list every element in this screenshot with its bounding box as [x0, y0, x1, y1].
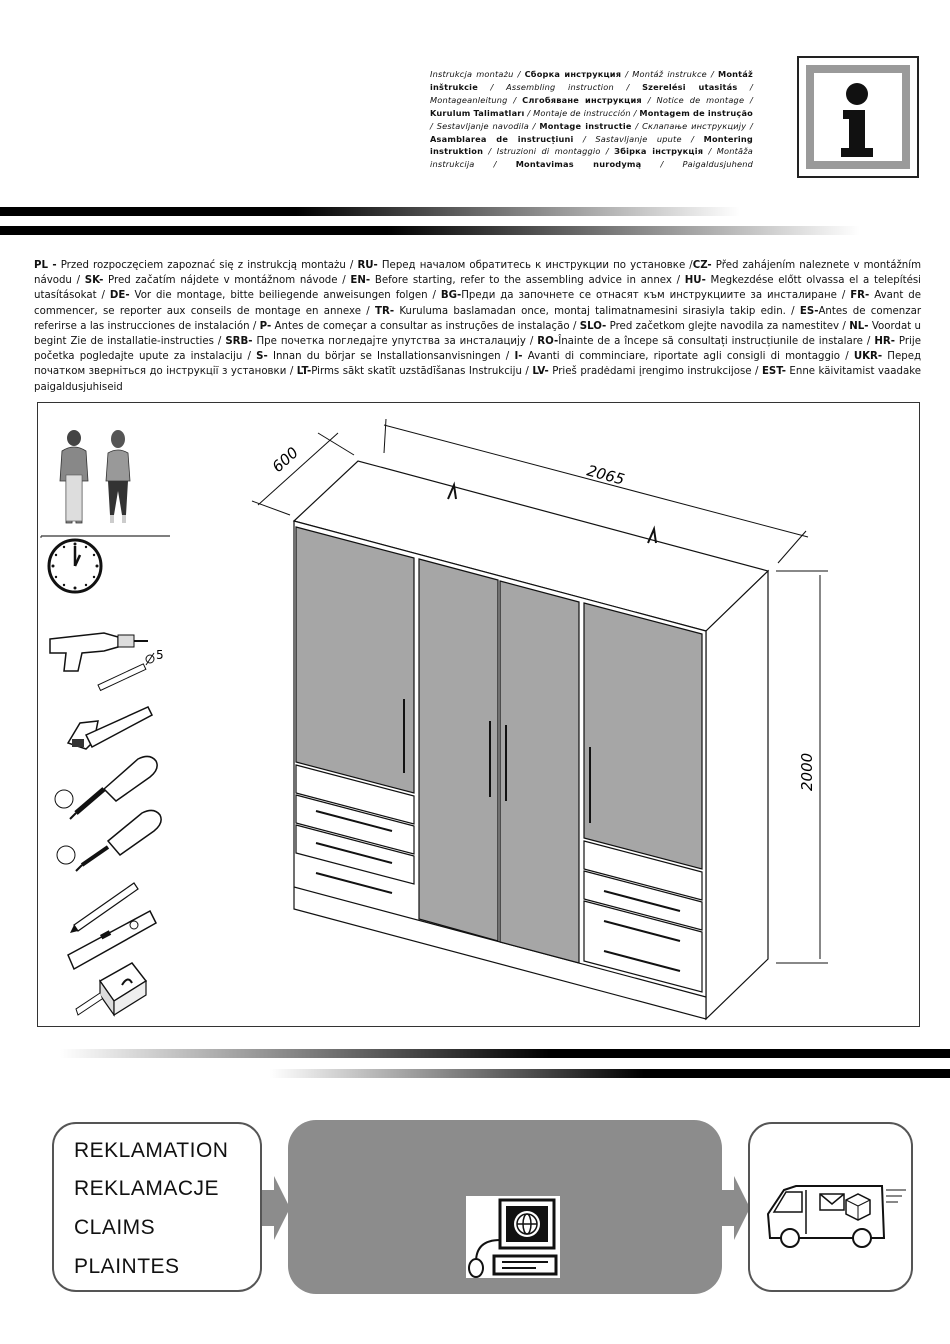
intro-text: Avant de commencer, se reporter aux conseils de montage en annexe / — [34, 290, 921, 317]
intro-text: Antes de começar a consultar as instruções de instalação / — [271, 320, 580, 332]
intro-text: Voordat u begint Zie de installatie-instructies / — [34, 320, 921, 348]
language-code: I- — [514, 351, 523, 363]
intro-text: Enne käivitamist vaadake paigaldusjuhiseid — [34, 366, 921, 393]
language-entry: Montáž inštrukcie — [430, 69, 753, 92]
language-code: HR- — [874, 336, 895, 348]
delivery-van-icon — [762, 1176, 907, 1256]
tape-measure-icon — [76, 963, 146, 1015]
language-code: FR- — [850, 290, 870, 302]
language-code: DE- — [109, 290, 130, 302]
claim-label-pl: REKLAMACJE — [74, 1177, 220, 1200]
depth-dimension: 600 — [268, 443, 302, 476]
intro-text: Megkezdése előtt olvassa el a telepítési utasításokat / — [34, 275, 922, 302]
top-stripe-1 — [0, 207, 740, 216]
overview-diagram — [38, 403, 921, 1028]
language-code: CZ- — [692, 260, 712, 271]
language-entry: Sestavljanje navodila — [436, 120, 529, 131]
intro-text: Înainte de a începe să consultați instrucțiunile de instalare / — [558, 336, 875, 348]
language-entry: Montāža instrukcija — [430, 146, 753, 170]
language-code: BG- — [440, 290, 462, 302]
language-entry: Sastavljanje upute — [595, 133, 682, 144]
language-code: HU- — [684, 275, 706, 287]
intro-text: Pred začatím nájdete v montážnom návode / — [103, 275, 351, 287]
intro-text: Avanti di comminciare, riportate agli consigli di montaggio / — [522, 351, 854, 363]
language-entry: Montáž instrukce — [632, 69, 707, 79]
language-code: ES- — [799, 305, 819, 317]
width-dimension: 2065 — [584, 461, 627, 489]
hammer-icon — [68, 707, 152, 749]
language-code: RU- — [357, 260, 378, 271]
intro-text: Pirms sākt skatīt uzstādīšanas Instrukciju / — [311, 366, 533, 378]
language-entry: Assembling instruction — [506, 81, 614, 92]
intro-text: Prieš pradėdami įrengimo instrukcijose / — [548, 366, 762, 378]
language-code: EN- — [350, 275, 371, 287]
language-entry: Istruzioni di montaggio — [496, 146, 601, 157]
language-code: LV- — [532, 366, 549, 378]
intro-text: Przed rozpoczęciem zapoznać się z instrukcją montażu / — [56, 260, 358, 271]
two-people-icon — [60, 430, 130, 523]
phillips-screwdriver-icon — [57, 810, 161, 871]
claims-badge — [52, 1122, 262, 1292]
language-entry: Montageanleitung — [430, 94, 508, 105]
language-code: PL - — [34, 260, 57, 271]
intro-text: Преди да започнете се отнасят към инструкциите за инсталиране / — [461, 290, 851, 302]
language-entry: Montering instruktion — [430, 133, 753, 157]
language-code: LT- — [296, 366, 312, 378]
arrow-right-icon-2 — [722, 1176, 750, 1240]
language-entry: Montage instructie — [539, 120, 632, 131]
info-badge — [797, 56, 919, 178]
drill-size-label: 5 — [156, 648, 164, 662]
flat-screwdriver-icon — [55, 756, 157, 819]
language-code: EST- — [761, 366, 786, 378]
language-entry: Склапање инструкцију — [642, 120, 747, 131]
intro-text: Before starting, refer to the assembling advice in annex / — [370, 275, 685, 287]
language-code: UKR- — [853, 351, 883, 363]
language-entry: Paigaldusjuhend — [682, 159, 753, 170]
language-entry: Szerelési utasitás — [642, 81, 738, 92]
language-code: SK- — [84, 275, 104, 287]
language-entry: Montaje de instrucción — [533, 107, 631, 118]
intro-text: Antes de comenzar referirse a las instrucciones de instalación / — [34, 305, 922, 332]
claim-label-fr: PLAINTES — [74, 1255, 180, 1278]
intro-text: Перед началом обратитесь к инструкции по установке / — [377, 260, 693, 271]
language-entry: Asamblarea de instrucțiuni — [430, 133, 574, 144]
arrow-right-icon — [262, 1176, 290, 1240]
language-entry: Kurulum Talimatları — [430, 107, 525, 118]
language-entry: Instrukcja montażu — [430, 69, 514, 79]
language-code: P- — [259, 320, 272, 332]
delivery-badge — [748, 1122, 913, 1292]
intro-text: Pred začetkom glejte navodila za namestitev / — [606, 320, 850, 332]
language-code: SLO- — [579, 320, 607, 332]
intro-text: Kuruluma baslamadan once, montaj talimatnamesini sirasiyla takip edin. / — [394, 305, 800, 317]
language-code: NL- — [849, 320, 869, 332]
language-entry: Збірка інструкція — [614, 146, 704, 157]
intro-paragraph — [34, 258, 921, 395]
bottom-stripe-2 — [270, 1069, 950, 1078]
top-stripe-2 — [0, 226, 860, 235]
language-entry: Сборка инструкция — [524, 69, 622, 79]
intro-text: Vor die montage, bitte beiliegende anweisungen folgen / — [129, 290, 441, 302]
language-code: TR- — [375, 305, 395, 317]
language-code: RO- — [537, 336, 559, 348]
intro-text: Перед початком зверніться до інструкції з установки / — [34, 351, 922, 378]
language-entry: Слгобяване инструкция — [522, 94, 642, 105]
claim-label-en: CLAIMS — [74, 1216, 156, 1239]
wardrobe-drawing — [294, 461, 768, 1019]
info-icon — [797, 56, 919, 178]
language-list: Instrukcja montażu / Сборка инструкция / Montáž instrukce / Montáž inštrukcie / Assembling instruction / Szerelési utasitás / Montageanleitung / Слгобяване инструкция / Notice de montage / Kurulum Talimatları / Montaje de instrucción / Montagem de instrução / Sestavljanje navodila / Montage instructie / Склапање инструкцију / Asamblarea de instrucțiuni / Sastavljanje upute / Montering instruktion / Istruzioni di montaggio / Збірка інструкція / Montāža instrukcija / Montavimas nurodymą / Paigaldusjuhend — [430, 69, 753, 170]
intro-text: Před zahájením naleznete v montážním návodu / — [34, 260, 922, 287]
contact-badge — [288, 1120, 722, 1294]
language-code: SRB- — [225, 336, 253, 348]
language-entry: Montagem de instrução — [639, 107, 753, 118]
clock-icon — [49, 540, 101, 592]
height-dimension: 2000 — [798, 752, 816, 791]
claim-label-de: REKLAMATION — [74, 1139, 229, 1162]
computer-web-icon — [466, 1196, 560, 1278]
language-code: S- — [256, 351, 268, 363]
intro-text: Prije početka pogledajte upute za instalaciju / — [34, 336, 921, 363]
language-entry: Notice de montage — [656, 94, 745, 105]
intro-text: Innan du börjar se Installationsanvisningen / — [267, 351, 515, 363]
language-entry: Montavimas nurodymą — [515, 159, 642, 170]
assembly-overview-frame — [37, 402, 920, 1027]
intro-text: Пре почетка погледајте упутства за инсталацију / — [252, 336, 538, 348]
bottom-stripe-1 — [60, 1049, 950, 1058]
drill-icon — [50, 633, 164, 690]
